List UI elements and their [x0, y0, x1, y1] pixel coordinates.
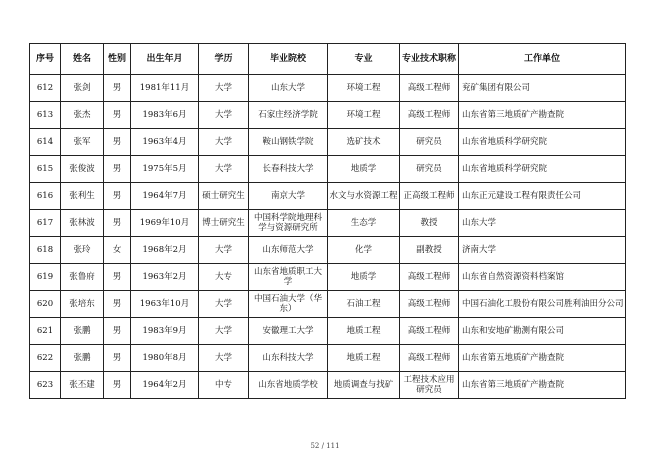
cell-gender: 男 [104, 102, 131, 129]
cell-name: 张杰 [61, 102, 104, 129]
cell-school: 中国石油大学（华东） [249, 291, 328, 318]
cell-employer: 山东省地质科学研究院 [459, 156, 626, 183]
cell-school: 中国科学院地理科学与资源研究所 [249, 210, 328, 237]
cell-gender: 男 [104, 183, 131, 210]
personnel-table [29, 43, 626, 399]
cell-index: 621 [30, 318, 61, 345]
cell-birth-date: 1968年2月 [131, 237, 199, 264]
cell-gender: 男 [104, 291, 131, 318]
cell-school: 山东省地质职工大学 [249, 264, 328, 291]
cell-index: 623 [30, 372, 61, 399]
table-row [30, 264, 626, 291]
cell-title: 正高级工程师 [400, 183, 459, 210]
cell-birth-date: 1963年2月 [131, 264, 199, 291]
cell-education: 大专 [199, 264, 249, 291]
table-row [30, 318, 626, 345]
cell-title: 高级工程师 [400, 291, 459, 318]
cell-index: 613 [30, 102, 61, 129]
cell-name: 张军 [61, 129, 104, 156]
header-birth-date: 出生年月 [131, 44, 199, 75]
cell-school: 石家庄经济学院 [249, 102, 328, 129]
header-index: 序号 [30, 44, 61, 75]
cell-title: 副教授 [400, 237, 459, 264]
cell-school: 山东师范大学 [249, 237, 328, 264]
cell-gender: 男 [104, 318, 131, 345]
header-major: 专业 [328, 44, 400, 75]
cell-name: 张林波 [61, 210, 104, 237]
cell-school: 山东科技大学 [249, 345, 328, 372]
cell-education: 大学 [199, 129, 249, 156]
cell-gender: 男 [104, 129, 131, 156]
cell-employer: 山东正元建设工程有限责任公司 [459, 183, 626, 210]
cell-name: 张鹏 [61, 345, 104, 372]
table-row [30, 291, 626, 318]
cell-title: 研究员 [400, 156, 459, 183]
table-row [30, 156, 626, 183]
cell-school: 长春科技大学 [249, 156, 328, 183]
cell-birth-date: 1980年8月 [131, 345, 199, 372]
cell-gender: 男 [104, 345, 131, 372]
cell-major: 地质学 [328, 156, 400, 183]
table-row [30, 75, 626, 102]
cell-education: 博士研究生 [199, 210, 249, 237]
table-row [30, 372, 626, 399]
cell-major: 选矿技术 [328, 129, 400, 156]
cell-name: 张玲 [61, 237, 104, 264]
cell-education: 硕士研究生 [199, 183, 249, 210]
cell-education: 大学 [199, 75, 249, 102]
cell-major: 石油工程 [328, 291, 400, 318]
cell-index: 615 [30, 156, 61, 183]
cell-birth-date: 1964年7月 [131, 183, 199, 210]
cell-index: 617 [30, 210, 61, 237]
cell-birth-date: 1981年11月 [131, 75, 199, 102]
cell-employer: 山东省第五地质矿产勘查院 [459, 345, 626, 372]
table-header-row [30, 44, 626, 75]
cell-birth-date: 1983年6月 [131, 102, 199, 129]
cell-birth-date: 1964年2月 [131, 372, 199, 399]
cell-birth-date: 1963年4月 [131, 129, 199, 156]
cell-index: 612 [30, 75, 61, 102]
cell-education: 大学 [199, 156, 249, 183]
cell-employer: 济南大学 [459, 237, 626, 264]
cell-birth-date: 1975年5月 [131, 156, 199, 183]
cell-birth-date: 1963年10月 [131, 291, 199, 318]
cell-employer: 山东省地质科学研究院 [459, 129, 626, 156]
cell-major: 生态学 [328, 210, 400, 237]
cell-major: 化学 [328, 237, 400, 264]
cell-index: 616 [30, 183, 61, 210]
cell-title: 高级工程师 [400, 264, 459, 291]
cell-major: 地质调查与找矿 [328, 372, 400, 399]
table-row [30, 345, 626, 372]
cell-index: 614 [30, 129, 61, 156]
cell-major: 环境工程 [328, 102, 400, 129]
cell-name: 张鲁府 [61, 264, 104, 291]
table-row [30, 129, 626, 156]
cell-index: 620 [30, 291, 61, 318]
cell-employer: 山东和安地矿勘测有限公司 [459, 318, 626, 345]
cell-birth-date: 1983年9月 [131, 318, 199, 345]
cell-name: 张鹏 [61, 318, 104, 345]
cell-employer: 山东省第三地质矿产勘查院 [459, 102, 626, 129]
cell-school: 山东省地质学校 [249, 372, 328, 399]
cell-title: 高级工程师 [400, 75, 459, 102]
cell-employer: 山东省自然资源资料档案馆 [459, 264, 626, 291]
cell-major: 水文与水资源工程 [328, 183, 400, 210]
header-education: 学历 [199, 44, 249, 75]
header-name: 姓名 [61, 44, 104, 75]
cell-title: 高级工程师 [400, 345, 459, 372]
cell-school: 山东大学 [249, 75, 328, 102]
cell-gender: 男 [104, 372, 131, 399]
cell-index: 618 [30, 237, 61, 264]
cell-education: 大学 [199, 318, 249, 345]
table-row [30, 183, 626, 210]
cell-education: 中专 [199, 372, 249, 399]
cell-gender: 男 [104, 156, 131, 183]
header-title: 专业技术职称 [400, 44, 459, 75]
cell-major: 地质工程 [328, 345, 400, 372]
cell-title: 研究员 [400, 129, 459, 156]
cell-gender: 女 [104, 237, 131, 264]
cell-gender: 男 [104, 210, 131, 237]
table-row [30, 210, 626, 237]
cell-index: 622 [30, 345, 61, 372]
cell-employer: 山东省第三地质矿产勘查院 [459, 372, 626, 399]
cell-name: 张培东 [61, 291, 104, 318]
cell-education: 大学 [199, 291, 249, 318]
cell-title: 高级工程师 [400, 318, 459, 345]
cell-school: 鞍山钢铁学院 [249, 129, 328, 156]
cell-gender: 男 [104, 264, 131, 291]
cell-major: 地质工程 [328, 318, 400, 345]
cell-title: 高级工程师 [400, 102, 459, 129]
header-school: 毕业院校 [249, 44, 328, 75]
cell-employer: 中国石油化工股份有限公司胜利油田分公司 [459, 291, 626, 318]
cell-gender: 男 [104, 75, 131, 102]
header-gender: 性别 [104, 44, 131, 75]
table-row [30, 237, 626, 264]
cell-school: 安徽理工大学 [249, 318, 328, 345]
table-row [30, 102, 626, 129]
cell-title: 教授 [400, 210, 459, 237]
cell-school: 南京大学 [249, 183, 328, 210]
cell-education: 大学 [199, 345, 249, 372]
cell-name: 张剑 [61, 75, 104, 102]
cell-major: 环境工程 [328, 75, 400, 102]
cell-employer: 兖矿集团有限公司 [459, 75, 626, 102]
table-body [30, 75, 626, 399]
page-number: 52 / 111 [310, 442, 340, 450]
cell-employer: 山东大学 [459, 210, 626, 237]
header-employer: 工作单位 [459, 44, 626, 75]
cell-name: 张俊波 [61, 156, 104, 183]
cell-index: 619 [30, 264, 61, 291]
cell-education: 大学 [199, 237, 249, 264]
cell-name: 张利生 [61, 183, 104, 210]
cell-title: 工程技术应用研究员 [400, 372, 459, 399]
cell-major: 地质学 [328, 264, 400, 291]
cell-education: 大学 [199, 102, 249, 129]
cell-birth-date: 1969年10月 [131, 210, 199, 237]
cell-name: 张丕建 [61, 372, 104, 399]
